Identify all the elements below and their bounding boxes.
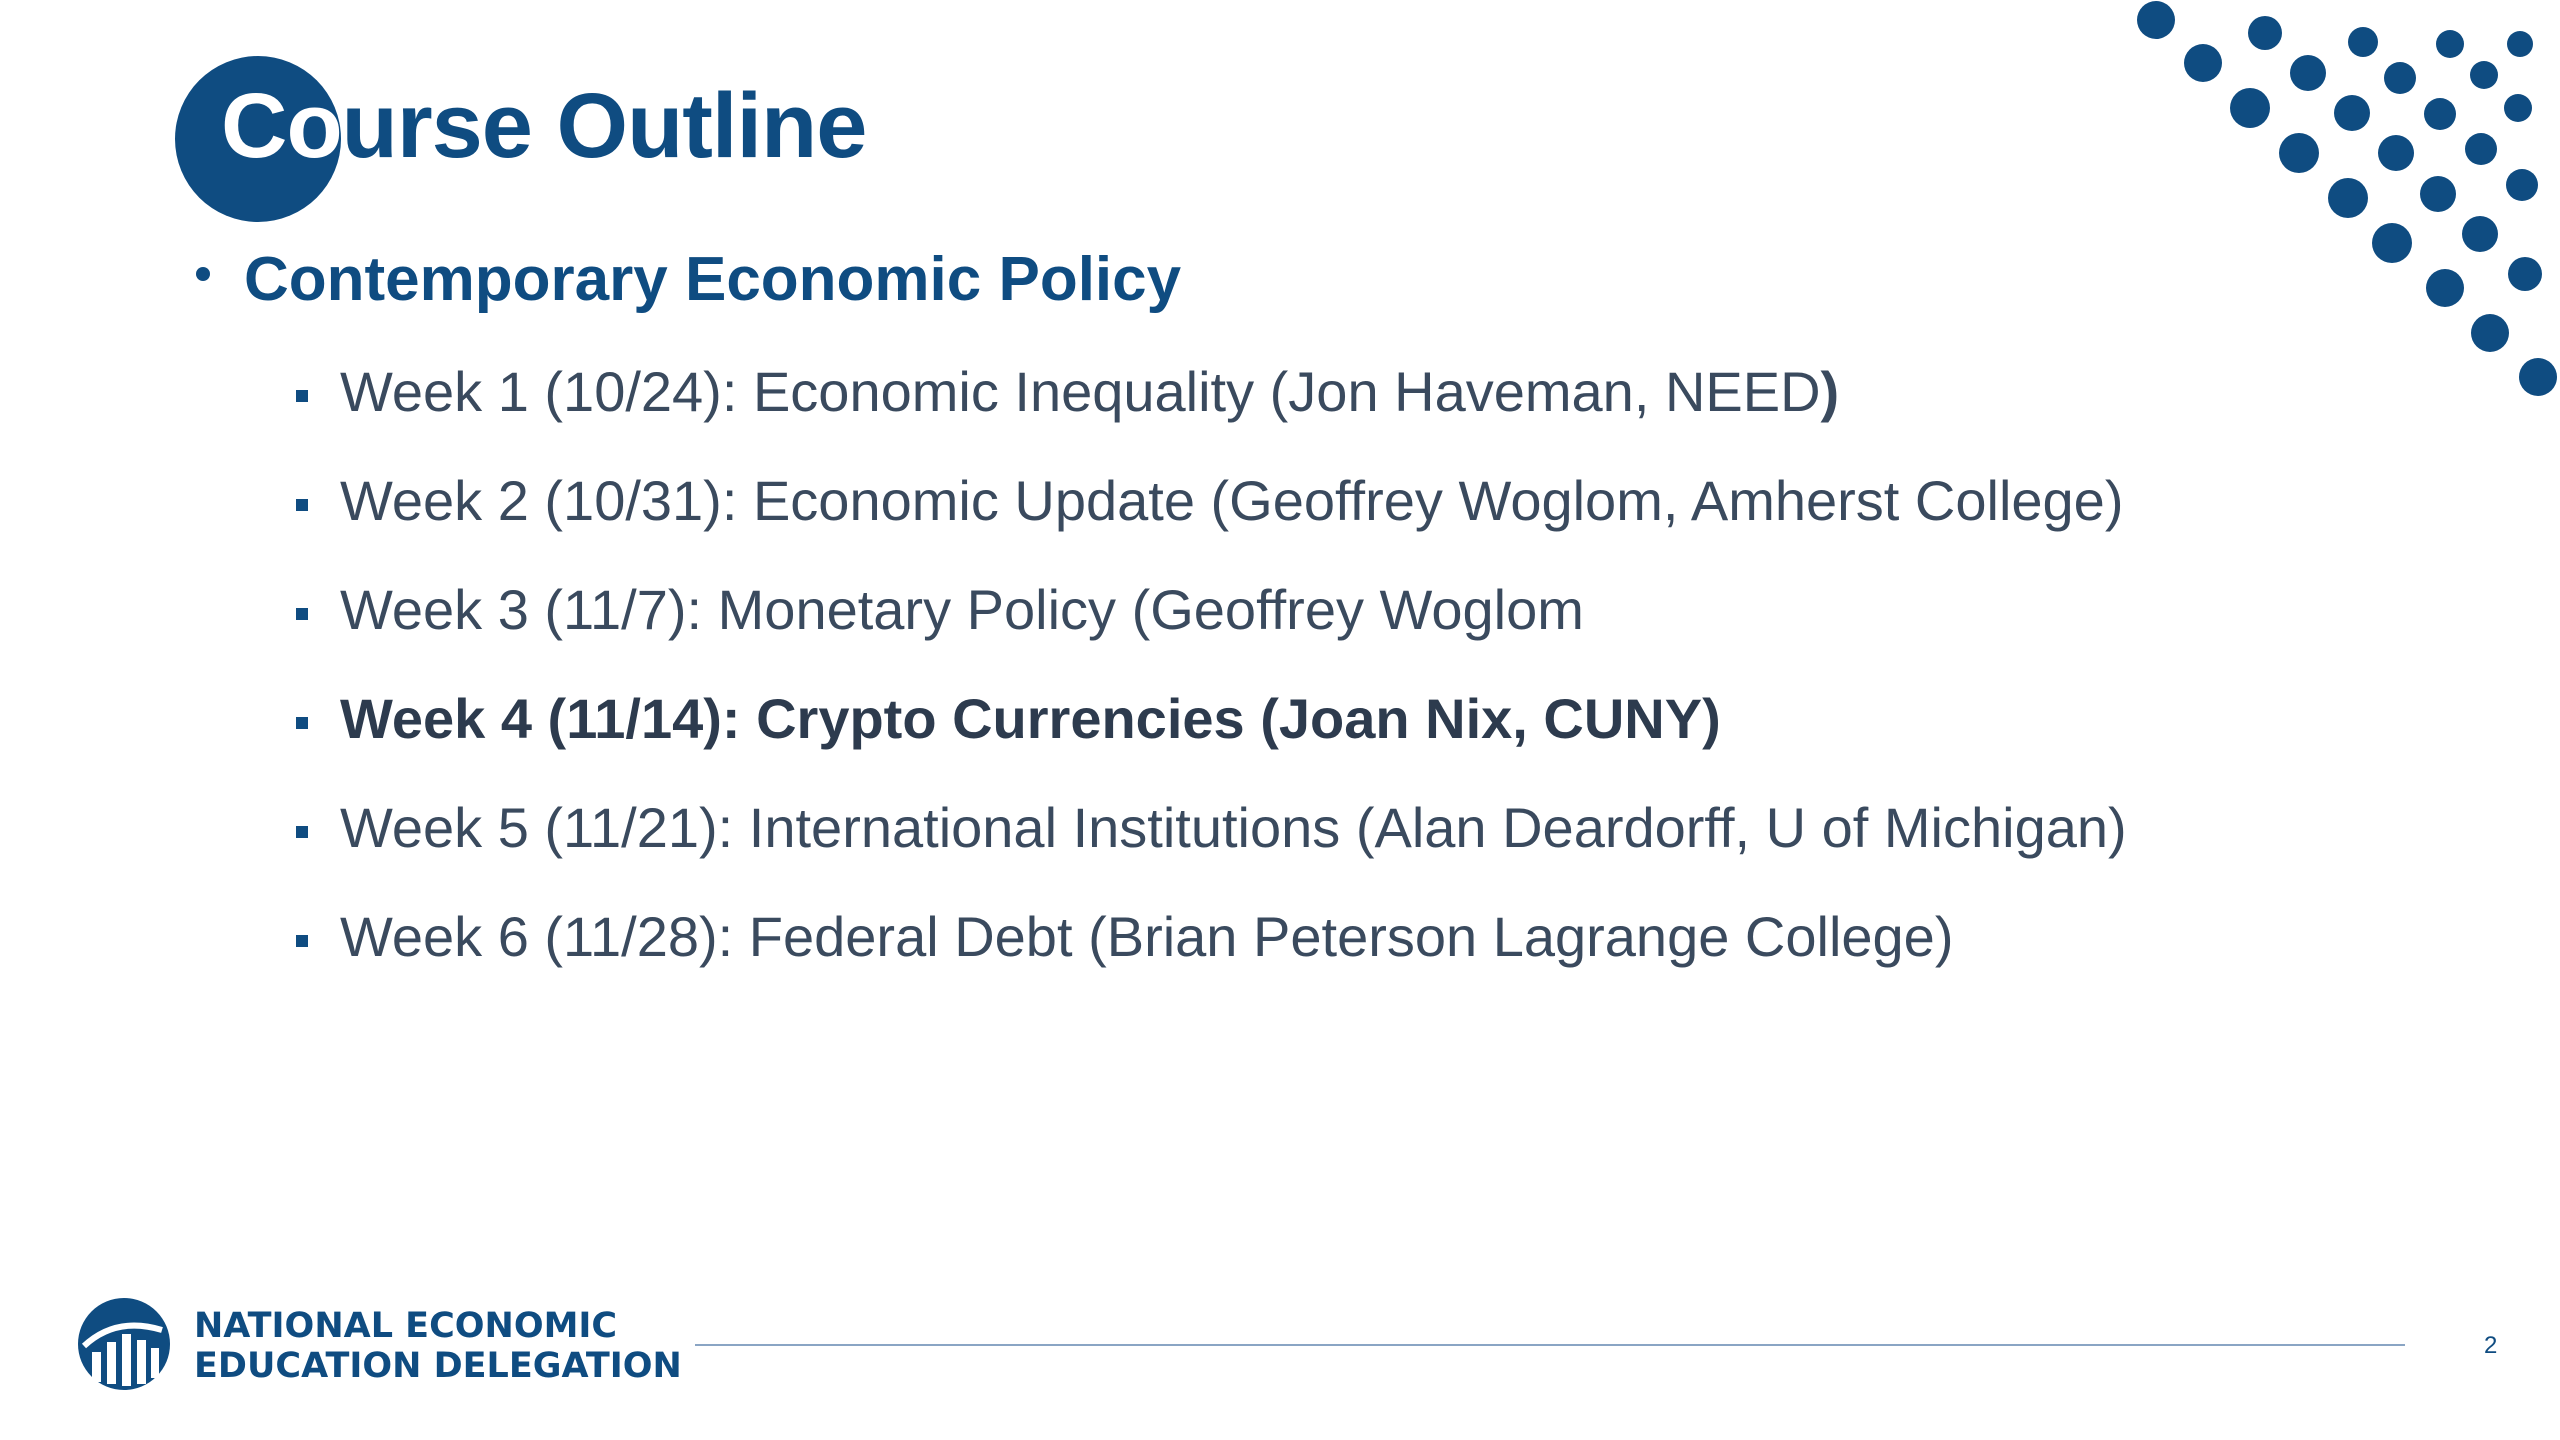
list-item-week-1: [296, 360, 2127, 469]
bullet-icon: [196, 267, 210, 281]
item-text: Week 5 (11/21): International Institutions (Alan Deardorff, U of Michigan): [340, 796, 2127, 859]
footer-divider: [695, 1344, 2405, 1346]
list-item-week-6: [296, 905, 2127, 1014]
list-item-week-4: [296, 687, 2127, 796]
bullet-icon: [296, 935, 308, 947]
org-name-line-1: NATIONAL ECONOMIC: [194, 1306, 618, 1346]
section-heading-text: Contemporary Economic Policy: [244, 245, 1182, 314]
list-item-week-5: [296, 796, 2127, 905]
item-text: Week 4 (11/14): Crypto Currencies (Joan Nix, CUNY): [340, 687, 1721, 750]
item-text: Week 2 (10/31): Economic Update (Geoffrey Woglom, Amherst College): [340, 469, 2124, 532]
bullet-icon: [296, 390, 308, 402]
need-logo-icon: [76, 1296, 172, 1392]
org-name: [194, 1306, 682, 1386]
item-text: Week 6 (11/28): Federal Debt (Brian Peterson Lagrange College): [340, 905, 1954, 968]
dot-pattern-icon: [2100, 0, 2560, 420]
page-number: 2: [2484, 1332, 2498, 1359]
slide-title: [221, 75, 867, 177]
bullet-icon: [296, 826, 308, 838]
item-tail: ): [1820, 360, 1840, 423]
item-text: Week 3 (11/7): Monetary Policy (Geoffrey Woglom: [340, 578, 1584, 641]
title-first-letters: Co: [221, 75, 342, 177]
item-text: Week 1 (10/24): Economic Inequality (Jon Haveman, NEED: [340, 360, 1821, 423]
bullet-icon: [296, 499, 308, 511]
title-rest: urse Outline: [341, 75, 867, 177]
bullet-icon: [296, 717, 308, 729]
week-list: [296, 360, 2127, 1014]
list-item-week-2: [296, 469, 2127, 578]
list-item-week-3: [296, 578, 2127, 687]
org-name-line-2: EDUCATION DELEGATION: [194, 1346, 682, 1386]
section-heading: [196, 246, 1181, 314]
bullet-icon: [296, 608, 308, 620]
